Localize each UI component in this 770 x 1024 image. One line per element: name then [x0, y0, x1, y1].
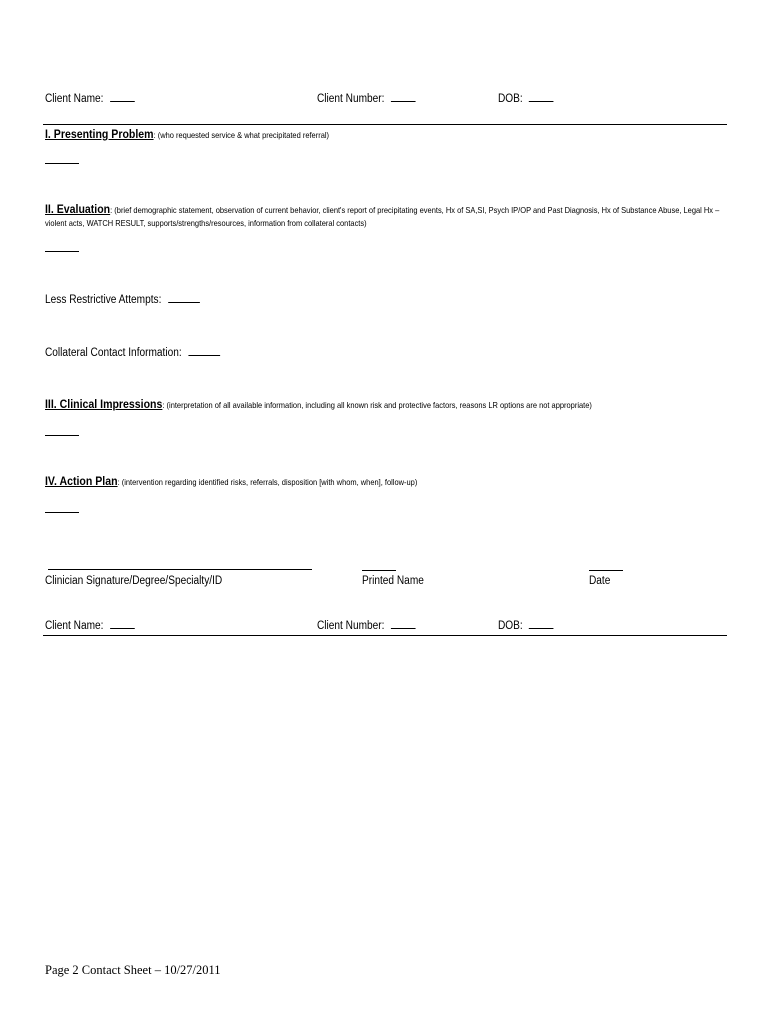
evaluation-heading: [45, 203, 723, 229]
presenting-problem-note: : (who requested service & what precipitated referral): [153, 130, 330, 140]
header-divider-2: [43, 635, 727, 636]
collateral-field[interactable]: [188, 355, 220, 356]
clinician-signature-field[interactable]: [48, 569, 312, 570]
client-number-field-2[interactable]: [391, 628, 416, 629]
client-name-row-2: [45, 620, 134, 632]
clinical-impressions-note: : (interpretation of all available information, including all known risk and protective factors, reasons LR options are not appropriate): [162, 400, 592, 410]
presenting-problem-title: I. Presenting Problem: [45, 127, 154, 141]
presenting-problem-field[interactable]: [45, 163, 79, 164]
action-plan-title: IV. Action Plan: [45, 474, 118, 488]
client-number-row-2: [317, 620, 415, 632]
evaluation-title: II. Evaluation: [45, 202, 111, 216]
client-name-field[interactable]: [110, 101, 135, 102]
dob-row-2: [498, 620, 554, 632]
client-number-field[interactable]: [391, 101, 416, 102]
clinician-signature-label: Clinician Signature/Degree/Specialty/ID: [45, 575, 223, 587]
clinical-impressions-field[interactable]: [45, 435, 79, 436]
client-number-label-2: Client Number:: [317, 620, 385, 632]
evaluation-field[interactable]: [45, 251, 79, 252]
client-name-field-2[interactable]: [110, 628, 135, 629]
client-name-row: [45, 93, 134, 105]
header-divider: [43, 124, 727, 125]
dob-field-2[interactable]: [529, 628, 554, 629]
clinical-impressions-heading: [45, 397, 592, 411]
action-plan-field[interactable]: [45, 512, 79, 513]
page-footer: Page 2 Contact Sheet – 10/27/2011: [45, 963, 221, 977]
action-plan-heading: [45, 474, 417, 488]
dob-label: DOB:: [498, 93, 523, 105]
client-name-label: Client Name:: [45, 93, 104, 105]
date-label: Date: [589, 575, 611, 587]
client-name-label-2: Client Name:: [45, 620, 104, 632]
less-restrictive-row: [45, 294, 199, 306]
printed-name-label: Printed Name: [362, 575, 424, 587]
less-restrictive-field[interactable]: [168, 302, 200, 303]
evaluation-note: : (brief demographic statement, observation of current behavior, client's report of precipitating events, Hx of SA,SI, Psych IP/OP and Past Diagnosis, Hx of Substance Abuse, Legal Hx – violent acts, WATCH RESULT, supports/strengths/resources, information from collateral contacts): [45, 205, 720, 228]
clinical-impressions-title: III. Clinical Impressions: [45, 397, 163, 411]
dob-row: [498, 93, 554, 105]
presenting-problem-heading: [45, 127, 329, 141]
less-restrictive-label: Less Restrictive Attempts:: [45, 294, 162, 306]
action-plan-note: : (intervention regarding identified risks, referrals, disposition [with whom, when], follow-up): [117, 477, 418, 487]
client-number-row: [317, 93, 415, 105]
date-field[interactable]: [589, 570, 623, 571]
dob-label-2: DOB:: [498, 620, 523, 632]
dob-field[interactable]: [529, 101, 554, 102]
collateral-label: Collateral Contact Information:: [45, 347, 182, 359]
client-number-label: Client Number:: [317, 93, 385, 105]
collateral-row: [45, 347, 220, 359]
printed-name-field[interactable]: [362, 570, 396, 571]
